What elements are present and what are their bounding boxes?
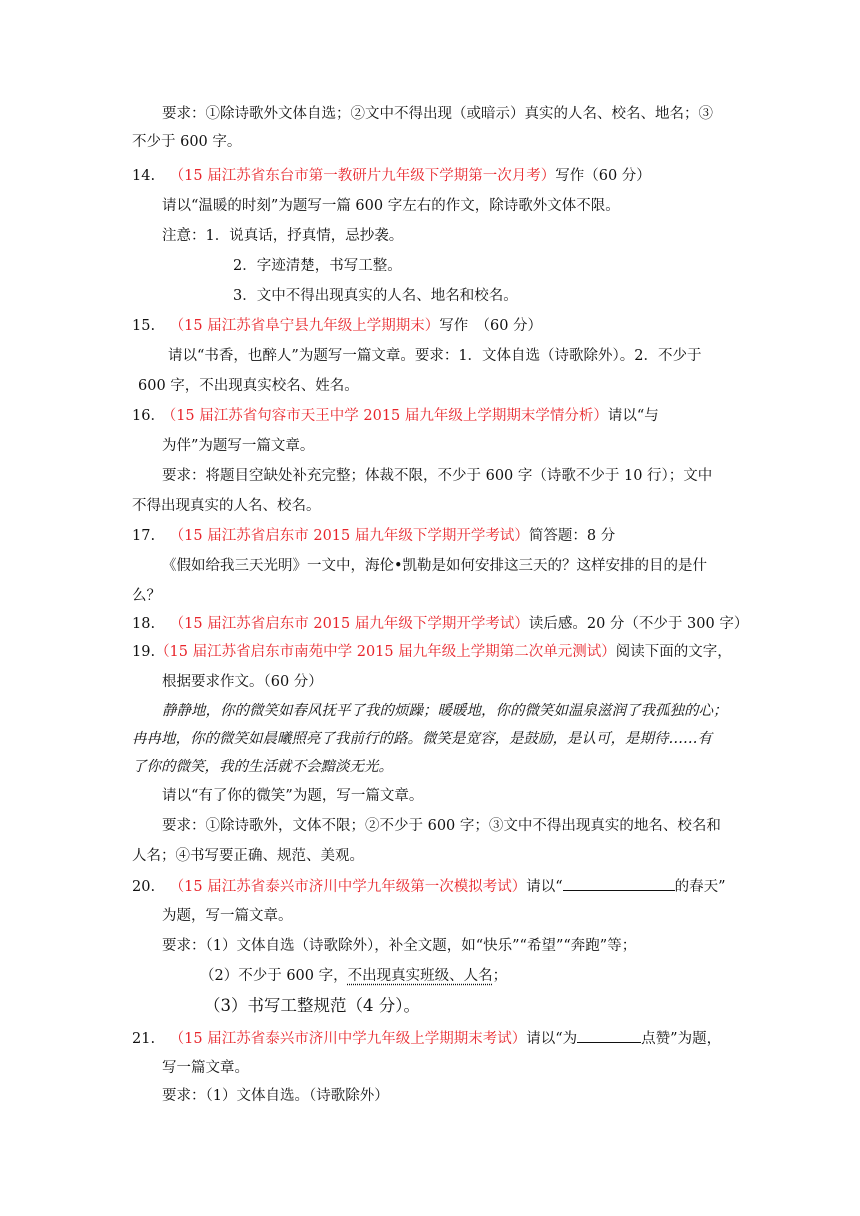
question-source: （15 届江苏省泰兴市济川中学九年级第一次模拟考试）	[169, 879, 527, 895]
reading-passage-line: 静静地，你的微笑如春风抚平了我的烦躁；暖暖地，你的微笑如温泉滋润了我孤独的心；	[162, 703, 728, 719]
reading-passage-line: 冉冉地，你的微笑如晨曦照亮了我前行的路。微笑是宽容，是鼓励，是认可，是期待……有	[132, 731, 712, 747]
question-source: （15 届江苏省启东市 2015 届九年级下学期开学考试）	[169, 528, 529, 544]
question-17	[132, 526, 615, 546]
question-number: 17.	[132, 528, 156, 544]
reading-passage-line: 了你的微笑，我的生活就不会黯淡无光。	[132, 759, 393, 775]
question-20	[132, 876, 726, 897]
question-14	[132, 166, 651, 186]
question-task: 读后感。20 分（不少于 300 字）	[528, 616, 749, 632]
prompt-line: （3）书写工整规范（4 分）。	[204, 996, 420, 1015]
title-blank	[577, 1028, 641, 1043]
prompt-line: 为伴”为题写一篇文章。	[162, 438, 315, 454]
question-16	[132, 406, 659, 426]
prompt-line	[200, 966, 507, 986]
question-19	[132, 642, 732, 662]
question-task: 请以“	[526, 879, 563, 895]
question-source: （15 届江苏省启东市 2015 届九年级下学期开学考试）	[169, 616, 529, 632]
prompt-line: 要求：①除诗歌外，文体不限；②不少于 600 字；③文中不得出现真实的地名、校名和	[162, 818, 721, 834]
question-task-end: 的春天”	[674, 879, 726, 895]
question-21	[132, 1028, 721, 1049]
question-number: 14.	[132, 168, 156, 184]
requirement-part: ；	[492, 968, 508, 984]
question-number: 15.	[132, 318, 156, 334]
question-task: 请以“与	[607, 408, 659, 424]
requirement-line: 不少于 600 字。	[132, 134, 242, 150]
question-number: 19.	[132, 644, 156, 660]
emphasized-requirement: 不出现真实班级、人名	[347, 968, 493, 984]
prompt-line: 请以“有了你的微笑”为题，写一篇文章。	[162, 788, 424, 804]
prompt-line: 请以“书香，也醉人”为题写一篇文章。要求：1．文体自选（诗歌除外）。2．不少于	[168, 348, 702, 364]
requirement-line: 要求：①除诗歌外文体自选；②文中不得出现（或暗示）真实的人名、校名、地名；③	[162, 106, 713, 122]
requirement-part: （2）不少于 600 字，	[200, 968, 348, 984]
question-task-end: 点赞”为题，	[641, 1031, 722, 1047]
question-15	[132, 316, 542, 336]
question-source: （15 届江苏省泰兴市济川中学九年级上学期期末考试）	[169, 1031, 527, 1047]
note-line: 3．文中不得出现真实的人名、地名和校名。	[233, 288, 518, 304]
prompt-line: 要求：（1）文体自选。（诗歌除外）	[162, 1088, 389, 1104]
question-number: 18.	[132, 616, 156, 632]
prompt-line: 人名；④书写要正确、规范、美观。	[132, 848, 364, 864]
note-line: 2．字迹清楚，书写工整。	[233, 258, 402, 274]
question-source: （15 届江苏省阜宁县九年级上学期期末）	[169, 318, 440, 334]
question-source: （15 届江苏省句容市天王中学 2015 届九年级上学期期末学情分析）	[168, 408, 608, 424]
prompt-line: 请以“温暖的时刻”为题写一篇 600 字左右的作文，除诗歌外文体不限。	[162, 198, 620, 214]
question-task: 写作 （60 分）	[439, 318, 543, 334]
note-line: 注意：1．说真话，抒真情，忌抄袭。	[162, 228, 404, 244]
title-blank	[563, 876, 675, 891]
question-18	[132, 614, 748, 634]
prompt-line: 《假如给我三天光明》一文中，海伦•凯勒是如何安排这三天的？这样安排的目的是什	[162, 558, 708, 574]
prompt-line: 为题，写一篇文章。	[162, 908, 293, 924]
question-number: 20.	[132, 879, 156, 895]
question-task: 写作（60 分）	[555, 168, 651, 184]
prompt-line: 要求：（1）文体自选（诗歌除外），补全文题，如“快乐”“希望”“奔跑”等；	[162, 938, 637, 954]
prompt-line: 写一篇文章。	[162, 1060, 249, 1076]
question-source: （15 届江苏省启东市南苑中学 2015 届九年级上学期第二次单元测试）	[155, 644, 616, 660]
prompt-line: 600 字，不出现真实校名、姓名。	[138, 378, 359, 394]
question-number: 21.	[132, 1031, 156, 1047]
prompt-line: 不得出现真实的人名、校名。	[132, 498, 321, 514]
prompt-line: 要求：将题目空缺处补充完整；体裁不限，不少于 600 字（诗歌不少于 10 行）；文中	[162, 468, 713, 484]
question-source: （15 届江苏省东台市第一教研片九年级下学期第一次月考）	[169, 168, 556, 184]
question-task: 简答题：8 分	[528, 528, 616, 544]
question-number: 16．	[132, 408, 165, 424]
question-task: 请以“为	[526, 1031, 578, 1047]
prompt-line: 根据要求作文。（60 分）	[162, 674, 323, 690]
question-task: 阅读下面的文字，	[615, 644, 732, 660]
prompt-line: 么？	[132, 588, 161, 604]
